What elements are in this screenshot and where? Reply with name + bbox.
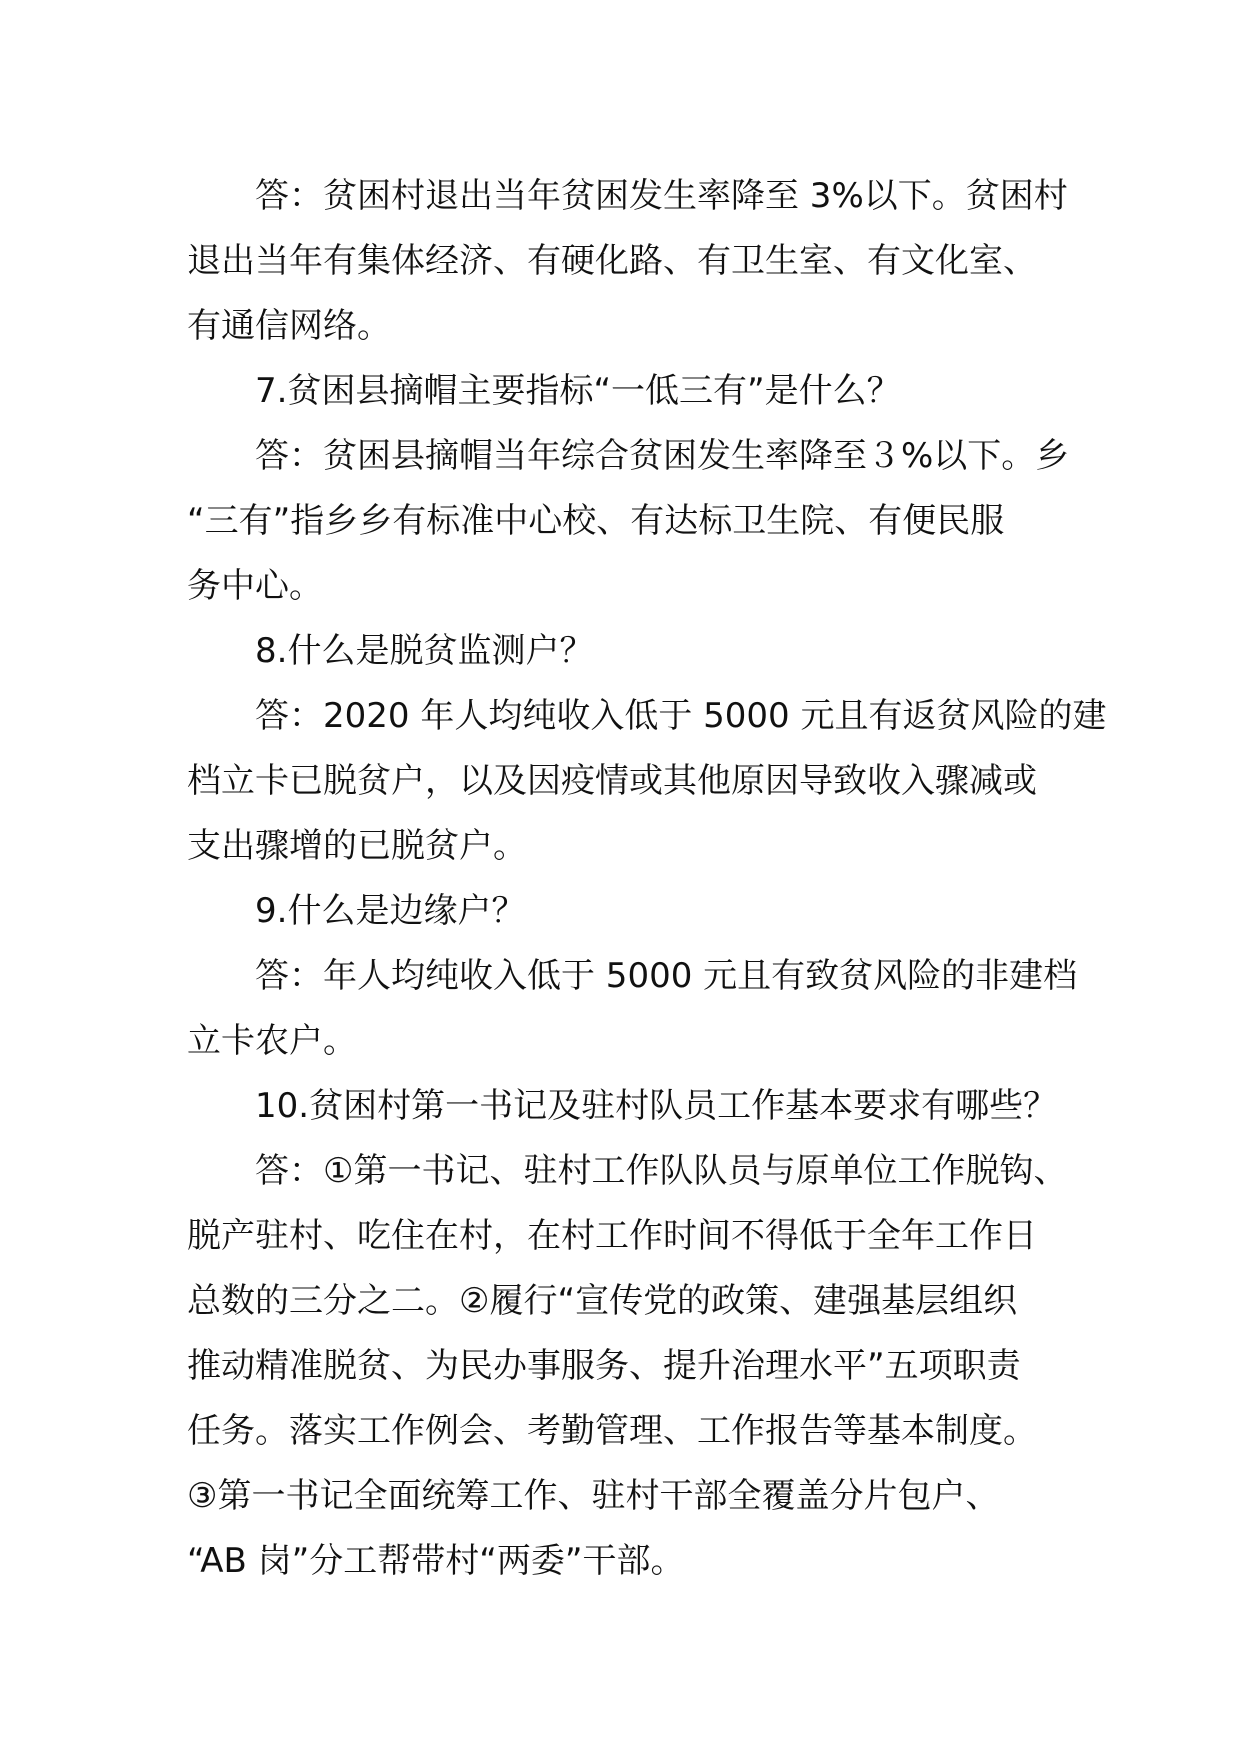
text-line: 档立卡已脱贫户，以及因疫情或其他原因导致收入骤减或	[187, 761, 1037, 801]
text-line: 立卡农户。	[187, 1021, 357, 1061]
text-line: 脱产驻村、吃住在村，在村工作时间不得低于全年工作日	[187, 1216, 1037, 1256]
text-line: 答：①第一书记、驻村工作队队员与原单位工作脱钩、	[255, 1151, 1068, 1191]
text-line: 退出当年有集体经济、有硬化路、有卫生室、有文化室、	[187, 241, 1037, 281]
question-7: 7.贫困县摘帽主要指标“一低三有”是什么？	[255, 371, 901, 411]
text-line: 答：贫困县摘帽当年综合贫困发生率降至３%以下。乡	[255, 436, 1070, 476]
text-line: “AB 岗”分工帮带村“两委”干部。	[187, 1541, 685, 1581]
question-9: 9.什么是边缘户？	[255, 891, 526, 931]
text-line: 答：2020 年人均纯收入低于 5000 元且有返贫风险的建	[255, 696, 1107, 736]
text-line: 答：贫困村退出当年贫困发生率降至 3%以下。贫困村	[255, 176, 1068, 216]
text-line: 总数的三分之二。②履行“宣传党的政策、建强基层组织	[187, 1281, 1018, 1321]
text-line: 支出骤增的已脱贫户。	[187, 826, 527, 866]
text-line: “三有”指乡乡有标准中心校、有达标卫生院、有便民服	[187, 501, 1005, 541]
text-line: 务中心。	[187, 566, 323, 606]
text-line: ③第一书记全面统筹工作、驻村干部全覆盖分片包户、	[187, 1476, 1000, 1516]
question-8: 8.什么是脱贫监测户？	[255, 631, 594, 671]
question-10: 10.贫困村第一书记及驻村队员工作基本要求有哪些？	[255, 1086, 1058, 1126]
text-line: 任务。落实工作例会、考勤管理、工作报告等基本制度。	[187, 1411, 1037, 1451]
text-line: 答：年人均纯收入低于 5000 元且有致贫风险的非建档	[255, 956, 1078, 996]
text-line: 推动精准脱贫、为民办事服务、提升治理水平”五项职责	[187, 1346, 1021, 1386]
document-page	[187, 164, 1107, 1594]
text-line: 有通信网络。	[187, 306, 391, 346]
